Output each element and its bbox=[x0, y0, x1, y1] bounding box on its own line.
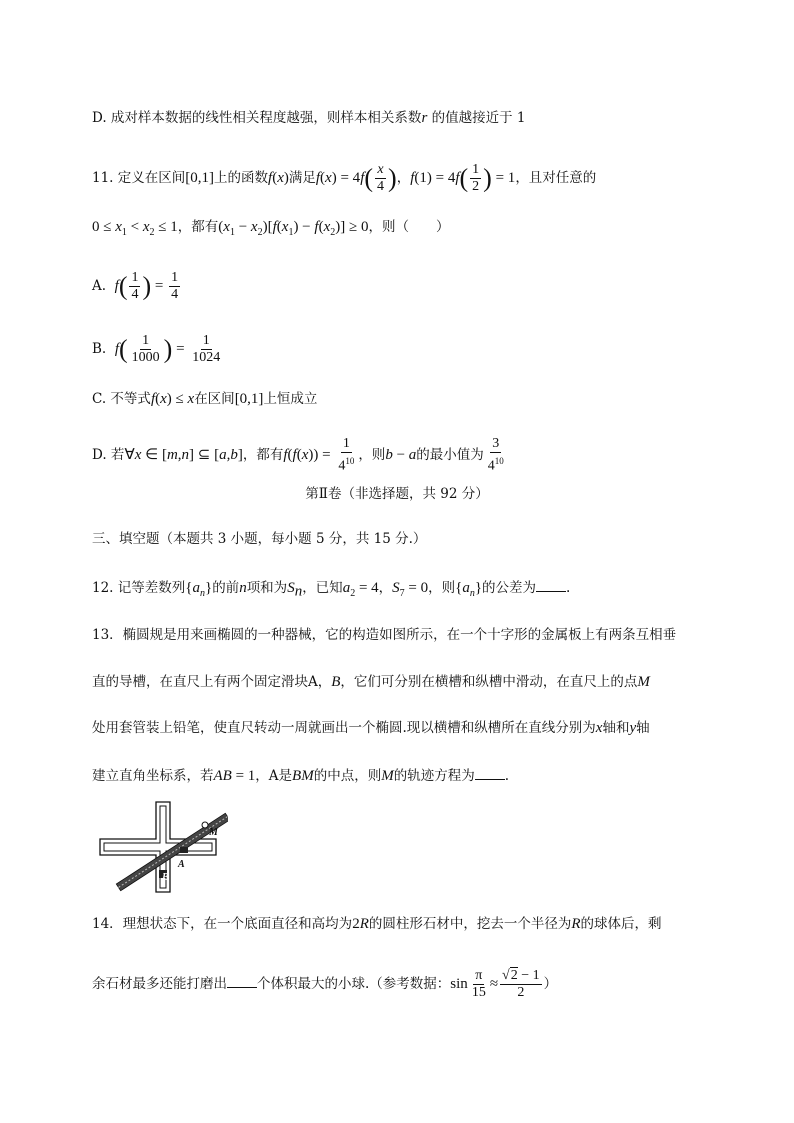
answer-blank bbox=[536, 577, 566, 592]
q11-option-c-text: C. 不等式 bbox=[92, 391, 151, 407]
q11-option-a: A. f( $\frac{1}{4}$ ) = $\frac{1}{4}$ bbox=[92, 270, 179, 302]
section-3-title: 三、填空题（本题共 3 小题，每小题 5 分，共 15 分.） bbox=[92, 531, 427, 547]
q13-line-3-end: 轴 bbox=[636, 720, 650, 736]
q13-line-4-d: 的轨迹方程为 bbox=[393, 768, 475, 784]
q11-interval: [0,1] bbox=[185, 170, 215, 186]
var-r: r bbox=[421, 110, 428, 126]
q13-line-1: 13．椭圆规是用来画椭圆的一种器械，它的构造如图所示，在一个十字形的金属板上有两条互相垂 bbox=[92, 627, 677, 643]
fraction-x-over-4: $\frac{x}{4}$ bbox=[377, 162, 385, 194]
q12-number: 12. bbox=[92, 580, 114, 596]
q11-option-d-then: ，则 bbox=[358, 446, 386, 463]
q11-option-c: C. 不等式f(x) ≤ x在区间[0,1]上恒成立 bbox=[92, 391, 318, 407]
label-a: A bbox=[178, 859, 185, 870]
q13-line-4: 建立直角坐标系，若AB = 1，A是BM的中点，则M的轨迹方程为 . bbox=[92, 765, 509, 786]
q14-line-2-a: 余石材最多还能打磨出 bbox=[92, 976, 227, 992]
q12-text-2: 的前 bbox=[212, 580, 240, 596]
ellipsograph-figure bbox=[98, 800, 228, 895]
q13-line-4-end: . bbox=[504, 768, 510, 784]
q14-line-1-a: 14．理想状态下，在一个底面直径和高均为 bbox=[92, 916, 353, 932]
q13-line-2-b: ，它们可分别在横槽和纵槽中滑动，在直尺上的点 bbox=[340, 674, 638, 690]
q11-cond-tail: ，则（ ） bbox=[368, 219, 450, 235]
q11-option-d: D. 若∀x ∈ [m,n] ⊆ [a,b]，都有f(f(x)) = $\frac{1}{4^{10}}$ ，则b − a的最小值为 $\frac{3}{4^{10}}$ bbox=[92, 436, 504, 474]
q13-line-4-c: 的中点，则 bbox=[313, 768, 382, 784]
slider-a bbox=[180, 847, 188, 853]
q11-number: 11. bbox=[92, 170, 114, 186]
q13-line-4-b: ，A是 bbox=[255, 768, 293, 784]
q13-line-3-mid: 轴和 bbox=[602, 720, 630, 736]
q12-text-4: ，已知 bbox=[302, 580, 343, 596]
q11-condition: $0 \le x_1 < x_2 \le 1$，都有$(x_1 - x_2)[f(x_1) - f(x_2)] \ge 0$，则（ ） bbox=[92, 219, 450, 238]
q12-text-7: 的公差为 bbox=[482, 580, 537, 596]
answer-blank bbox=[227, 973, 257, 988]
q14-line-2-end: ） bbox=[543, 976, 558, 992]
q13-line-2: 直的导槽，在直尺上有两个固定滑块A，B，它们可分别在横槽和纵槽中滑动，在直尺上的点M bbox=[92, 674, 650, 690]
q13-line-4-a: 建立直角坐标系，若 bbox=[92, 768, 214, 784]
q11-stem: 11. 定义在区间[0,1]上的函数f(x)满足f(x) = 4f( $\frac{x}{4}$ )，f(1) = 4f( $\frac{1}{2}$ ) = 1，且对任意的 bbox=[92, 162, 597, 194]
label-b: B bbox=[162, 872, 169, 883]
q11-stem-1: 定义在区间 bbox=[117, 170, 186, 186]
q14-line-2: 余石材最多还能打磨出 个体积最大的小球.（参考数据：sin $\frac{\pi}{15}$ ≈ $\frac{√2 - 1}{2}$ ） bbox=[92, 968, 558, 1000]
q12-text-3: 项和为 bbox=[246, 580, 288, 596]
q14-line-1-b: 的圆柱形石材中，挖去一个半径为 bbox=[368, 916, 572, 932]
q11-option-d-min: 的最小值为 bbox=[416, 446, 484, 463]
section-2-title: 第Ⅱ卷（非选择题，共 92 分） bbox=[305, 486, 489, 502]
q10-option-d bbox=[92, 108, 525, 128]
q10-option-d-text: D. 成对样本数据的线性相关程度越强，则样本相关系数 bbox=[92, 110, 422, 126]
answer-blank bbox=[475, 765, 505, 780]
q12-text-end: . bbox=[566, 580, 571, 596]
q11-stem-5: ，且对任意的 bbox=[515, 170, 597, 186]
pen-point-m bbox=[202, 822, 208, 828]
fraction-1-over-2: $\frac{1}{2}$ bbox=[472, 162, 480, 194]
q14-line-1: 14．理想状态下，在一个底面直径和高均为2R的圆柱形石材中，挖去一个半径为R的球体后，剩 bbox=[92, 916, 662, 932]
q11-option-c-end: 上恒成立 bbox=[263, 391, 318, 407]
q12-text-6: ，则 bbox=[428, 580, 456, 596]
q11-option-d-label: D. 若 bbox=[92, 446, 125, 463]
q11-cond-text: ，都有 bbox=[177, 219, 219, 235]
q11-option-b: B. f( $\frac{1}{1000}$ ) = $\frac{1}{1024}$ bbox=[92, 333, 221, 365]
q11-option-c-tail: 在区间 bbox=[194, 391, 235, 407]
q14-line-2-b: 个体积最大的小球.（参考数据： bbox=[257, 976, 451, 992]
label-m: M bbox=[209, 827, 218, 838]
q11-stem-3: 满足 bbox=[288, 170, 316, 186]
q12-text-1: 记等差数列 bbox=[117, 580, 186, 596]
q11-option-a-label: A. bbox=[92, 278, 107, 294]
q12: 12. 记等差数列$\{a_n\}$的前n项和为$S_n$，已知$a_2 = 4$，$S_7 = 0$，则$\{a_n\}$的公差为 . bbox=[92, 577, 570, 604]
q10-option-d-tail: 的值越接近于 1 bbox=[431, 110, 526, 126]
q11-stem-2: 上的函数 bbox=[214, 170, 269, 186]
q13-line-3: 处用套管装上铅笔，使直尺转动一周就画出一个椭圆.现以横槽和纵槽所在直线分别为x轴和y轴 bbox=[92, 720, 650, 736]
q12-text-5: ， bbox=[378, 580, 393, 596]
q11-stem-4: ， bbox=[396, 170, 411, 186]
q13-line-3-a: 处用套管装上铅笔，使直尺转动一周就画出一个椭圆.现以横槽和纵槽所在直线分别为 bbox=[92, 720, 596, 736]
q14-line-1-c: 的球体后，剩 bbox=[580, 916, 662, 932]
q13-line-2-a: 直的导槽，在直尺上有两个固定滑块A， bbox=[92, 674, 332, 690]
q11-option-b-label: B. bbox=[92, 341, 107, 357]
q11-option-d-mid: ，都有 bbox=[242, 446, 284, 463]
